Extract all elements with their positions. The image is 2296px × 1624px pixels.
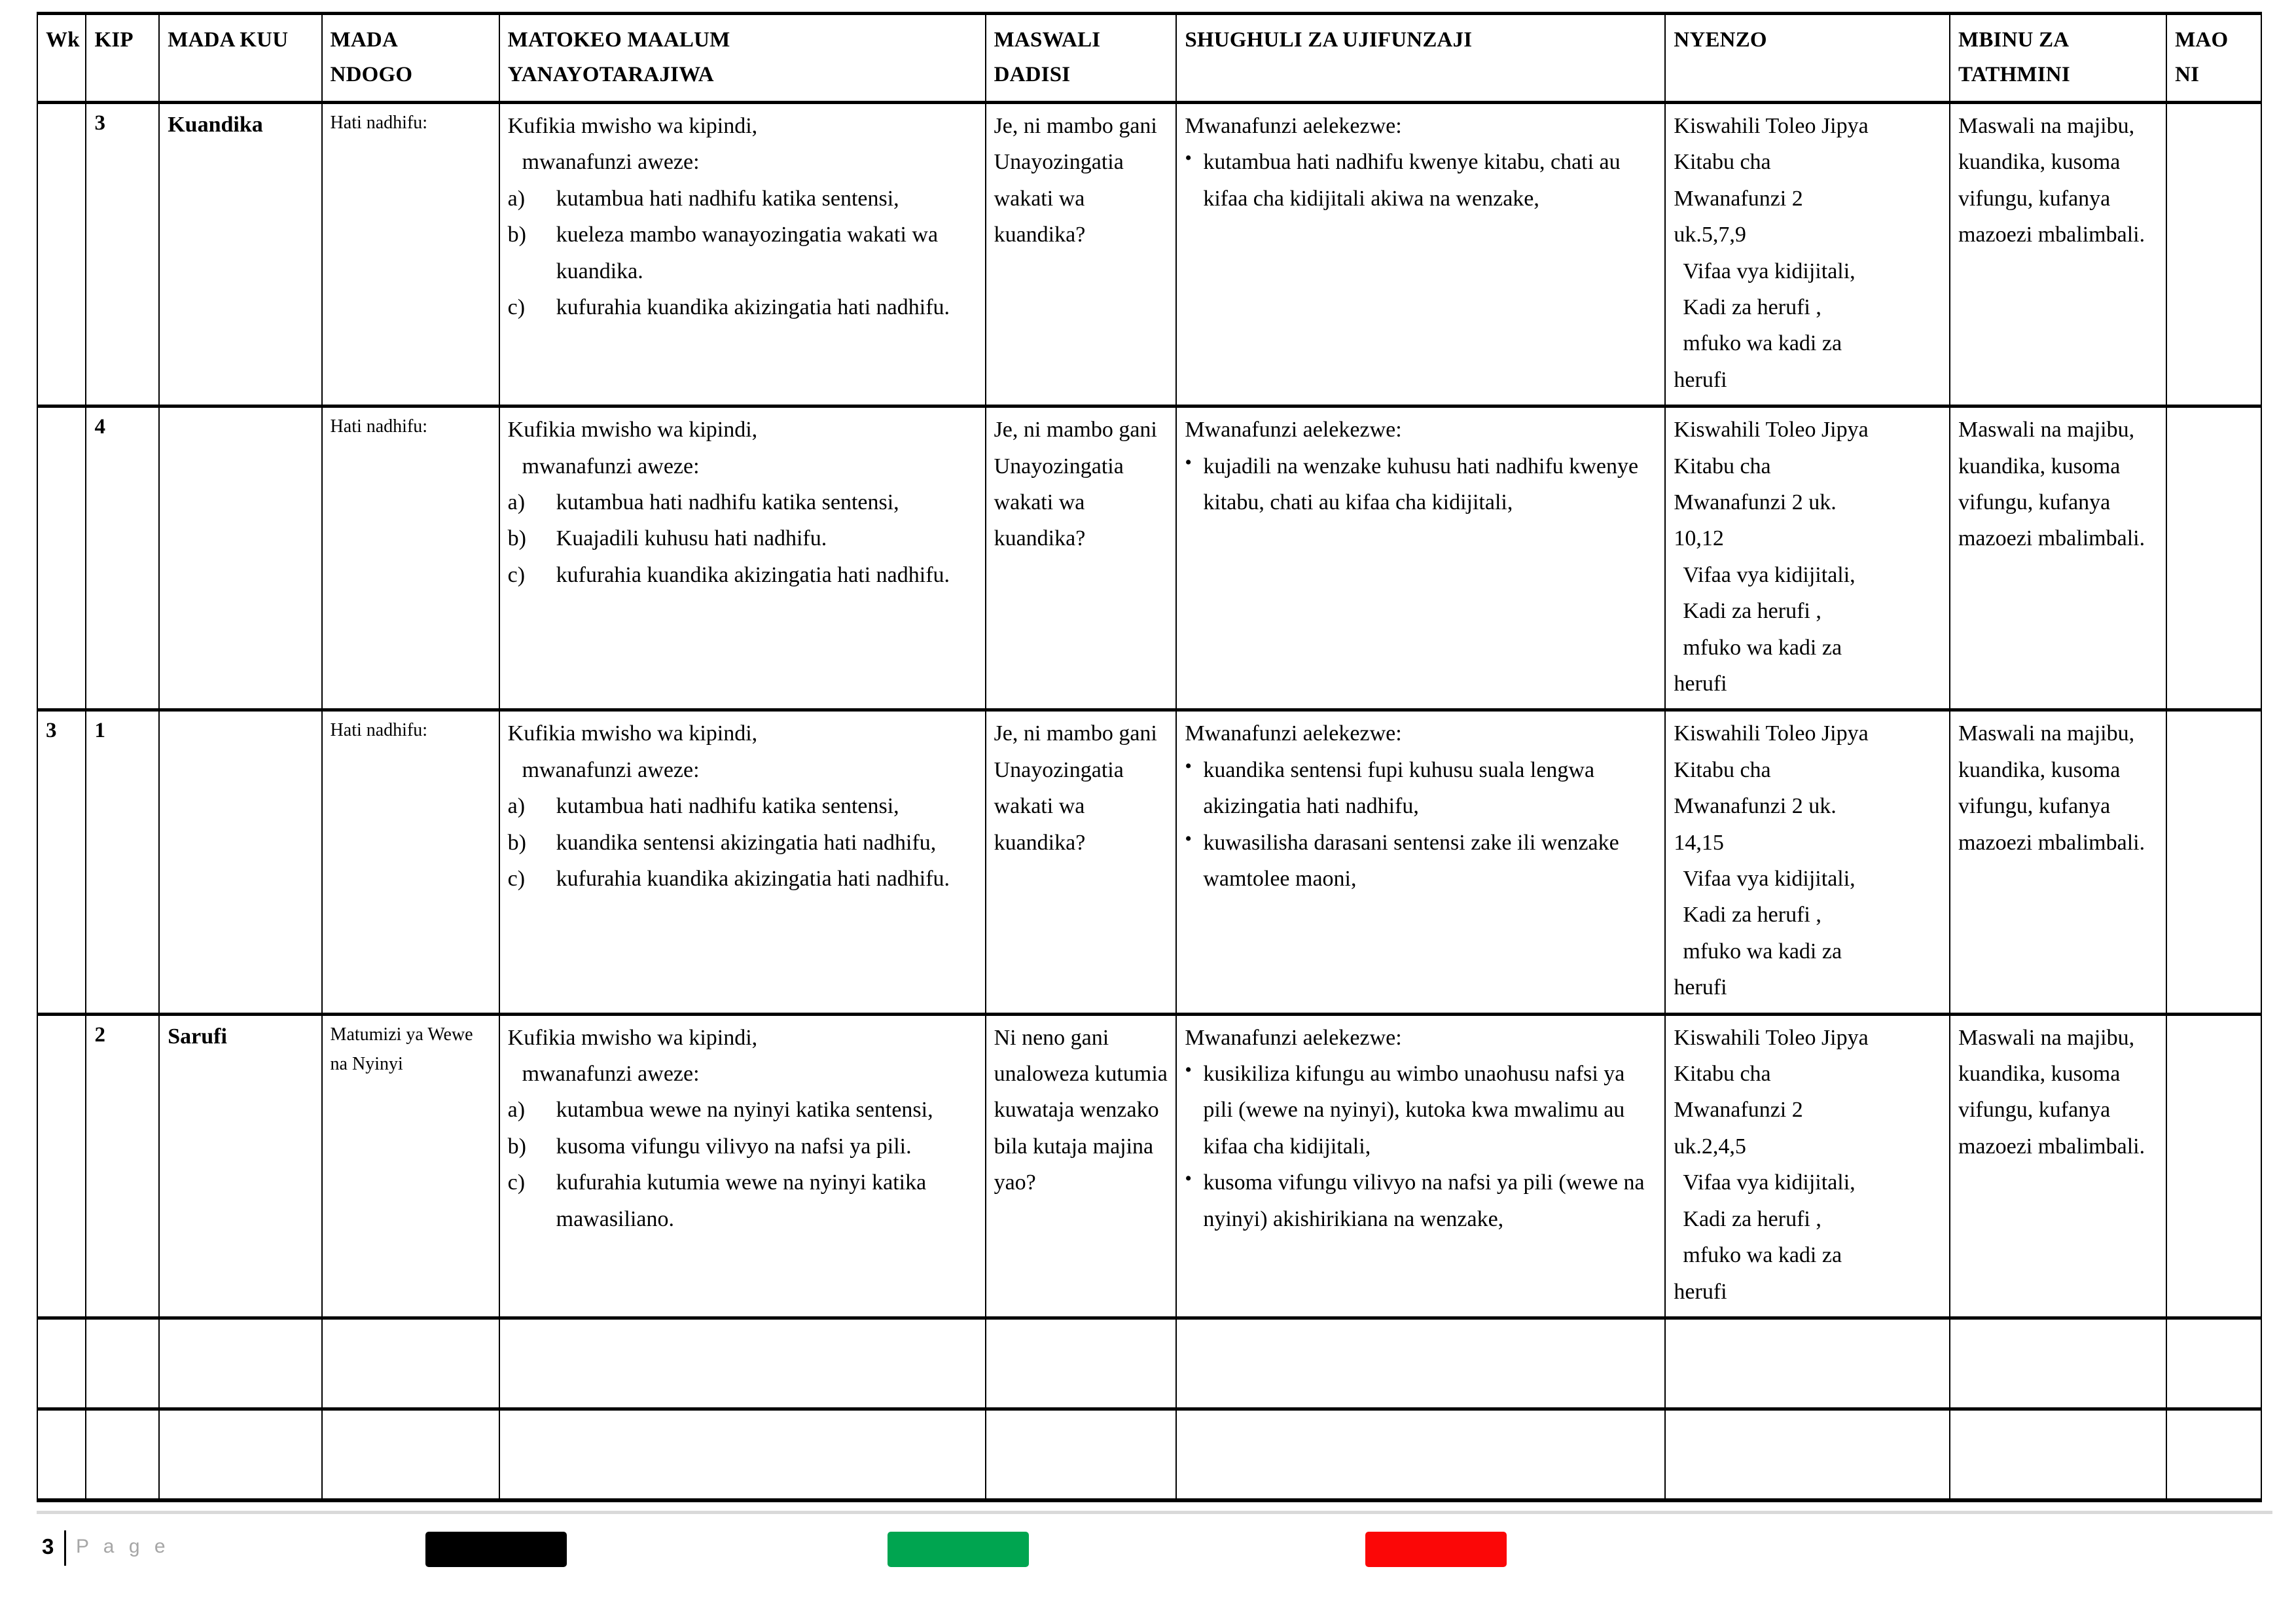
cell-maoni [2166, 102, 2261, 406]
outcome-marker: b) [507, 526, 526, 551]
cell-mbinu: Maswali na majibu, kuandika, kusoma vifungu, kufanya mazoezi mbalimbali. [1950, 1014, 2166, 1318]
green-swatch [888, 1532, 1029, 1567]
cell-wk [37, 102, 86, 406]
resource-line: herufi [1674, 1279, 1727, 1304]
resource-line: Kitabu cha [1674, 150, 1771, 175]
column-header-mada-kuu: MADA KUU [159, 14, 321, 103]
outcome-list [508, 484, 978, 593]
resource-line: Vifaa vya kidijitali, [1683, 867, 1856, 892]
activity-intro: Mwanafunzi aelekezwe: [1185, 418, 1402, 442]
cell-nyenzo [1665, 710, 1950, 1014]
resource-line: Kitabu cha [1674, 454, 1771, 478]
cell-empty [499, 1318, 986, 1409]
outcome-item: a) kutambua wewe na nyinyi katika sentensi, [508, 1092, 978, 1128]
column-header-shughuli: SHUGHULI ZA UJIFUNZAJI [1176, 14, 1665, 103]
red-swatch [1365, 1532, 1507, 1567]
column-header-mbinu: MBINU ZA TATHMINI [1950, 14, 2166, 103]
cell-empty [1176, 1409, 1665, 1500]
cell-mbinu: Maswali na majibu, kuandika, kusoma vifungu, kufanya mazoezi mbalimbali. [1950, 406, 2166, 710]
outcome-marker: a) [507, 794, 526, 819]
resource-line: uk.5,7,9 [1674, 223, 1746, 247]
bullet-icon: • [1185, 755, 1192, 777]
cell-matokeo [499, 406, 986, 710]
cell-wk: 3 [37, 710, 86, 1014]
cell-kip: 2 [86, 1014, 159, 1318]
cell-mada-ndogo: Hati nadhifu: [322, 102, 499, 406]
outcome-marker: c) [507, 867, 526, 892]
cell-mada-kuu: Sarufi [159, 1014, 321, 1318]
cell-mada-kuu [159, 710, 321, 1014]
resource-line: Vifaa vya kidijitali, [1683, 1170, 1856, 1195]
resource-line: 10,12 [1674, 526, 1724, 551]
outcome-item: c) kufurahia kutumia wewe na nyinyi katika mawasiliano. [508, 1164, 978, 1237]
bullet-icon: • [1185, 147, 1192, 170]
resource-line: Kiswahili Toleo Jipya [1674, 721, 1869, 746]
resource-line: Kitabu cha [1674, 757, 1771, 782]
resource-line: Kiswahili Toleo Jipya [1674, 113, 1869, 138]
cell-mada-ndogo: Matumizi ya Wewe na Nyinyi [322, 1014, 499, 1318]
activity-item: • kutambua hati nadhifu kwenye kitabu, chati au kifaa cha kidijitali akiwa na wenzake, [1185, 144, 1658, 217]
resource-line: Kitabu cha [1674, 1062, 1771, 1087]
outcome-marker: a) [507, 186, 526, 211]
cell-maswali: Je, ni mambo gani Unayozingatia wakati wa kuandika? [986, 406, 1177, 710]
cell-empty [2166, 1409, 2261, 1500]
cell-shughuli [1176, 1014, 1665, 1318]
outcome-item: a) kutambua hati nadhifu katika sentensi, [508, 484, 978, 520]
outcome-list [508, 788, 978, 897]
resource-line: Vifaa vya kidijitali, [1683, 259, 1856, 283]
outcome-item: c) kufurahia kuandika akizingatia hati nadhifu. [508, 861, 978, 897]
activity-item: • kujadili na wenzake kuhusu hati nadhifu kwenye kitabu, chati au kifaa cha kidijitali, [1185, 448, 1658, 521]
cell-nyenzo [1665, 102, 1950, 406]
outcome-marker: a) [507, 1098, 526, 1123]
activity-list [1185, 448, 1658, 521]
resource-line: Mwanafunzi 2 uk. [1674, 490, 1837, 514]
table-row-empty [37, 1409, 2261, 1500]
cell-empty [322, 1318, 499, 1409]
activity-list [1185, 144, 1658, 217]
cell-shughuli [1176, 406, 1665, 710]
cell-nyenzo [1665, 406, 1950, 710]
outcome-list [508, 1092, 978, 1237]
bullet-icon: • [1185, 827, 1192, 850]
cell-kip: 1 [86, 710, 159, 1014]
cell-maoni [2166, 1014, 2261, 1318]
column-header-kip: KIP [86, 14, 159, 103]
bullet-icon: • [1185, 1168, 1192, 1190]
resource-line: uk.2,4,5 [1674, 1134, 1746, 1159]
cell-empty [159, 1318, 321, 1409]
resource-line: mfuko wa kadi za [1683, 1243, 1842, 1268]
cell-empty [499, 1409, 986, 1500]
resource-line: mfuko wa kadi za [1683, 331, 1842, 356]
resource-line: Mwanafunzi 2 [1674, 1098, 1803, 1123]
bullet-icon: • [1185, 1059, 1192, 1081]
cell-mada-kuu [159, 406, 321, 710]
resource-line: Mwanafunzi 2 uk. [1674, 794, 1837, 819]
cell-empty [1950, 1409, 2166, 1500]
outcome-item: a) kutambua hati nadhifu katika sentensi, [508, 788, 978, 824]
column-header-nyenzo: NYENZO [1665, 14, 1950, 103]
cell-matokeo [499, 710, 986, 1014]
outcome-intro: Kufikia mwisho wa kipindi, mwanafunzi aweze: [507, 1025, 758, 1087]
cell-empty [159, 1409, 321, 1500]
black-swatch [425, 1532, 567, 1567]
cell-empty [86, 1409, 159, 1500]
table-row [37, 710, 2261, 1014]
resource-line: Kiswahili Toleo Jipya [1674, 418, 1869, 442]
cell-empty [1665, 1409, 1950, 1500]
cell-shughuli [1176, 710, 1665, 1014]
column-header-maswali: MASWALI DADISI [986, 14, 1177, 103]
cell-mbinu: Maswali na majibu, kuandika, kusoma vifungu, kufanya mazoezi mbalimbali. [1950, 102, 2166, 406]
resource-line: herufi [1674, 975, 1727, 1000]
bullet-icon: • [1185, 451, 1192, 473]
cell-empty [86, 1318, 159, 1409]
outcome-intro: Kufikia mwisho wa kipindi, mwanafunzi aweze: [507, 113, 758, 175]
table-row-empty [37, 1318, 2261, 1409]
resource-line: herufi [1674, 367, 1727, 392]
outcome-marker: b) [507, 223, 526, 247]
cell-empty [986, 1318, 1177, 1409]
resource-line: Kadi za herufi , [1683, 599, 1821, 624]
page-label: P a g e [76, 1536, 170, 1557]
outcome-marker: c) [507, 1170, 526, 1195]
cell-maswali: Ni neno gani unaloweza kutumia kuwataja wenzako bila kutaja majina yao? [986, 1014, 1177, 1318]
cell-kip: 4 [86, 406, 159, 710]
table-body [37, 102, 2261, 1500]
activity-intro: Mwanafunzi aelekezwe: [1185, 721, 1402, 746]
resource-line: Kadi za herufi , [1683, 295, 1821, 319]
cell-empty [322, 1409, 499, 1500]
cell-mada-ndogo: Hati nadhifu: [322, 406, 499, 710]
resource-line: 14,15 [1674, 830, 1724, 855]
activity-intro: Mwanafunzi aelekezwe: [1185, 113, 1402, 138]
cell-mada-ndogo: Hati nadhifu: [322, 710, 499, 1014]
activity-intro: Mwanafunzi aelekezwe: [1185, 1025, 1402, 1050]
resource-line: mfuko wa kadi za [1683, 939, 1842, 964]
activity-list [1185, 752, 1658, 897]
activity-item: • kusoma vifungu vilivyo na nafsi ya pili (wewe na nyinyi) akishirikiana na wenzake, [1185, 1164, 1658, 1237]
cell-empty [37, 1318, 86, 1409]
column-header-matokeo: MATOKEO MAALUM YANAYOTARAJIWA [499, 14, 986, 103]
outcome-marker: c) [507, 295, 526, 319]
cell-kip: 3 [86, 102, 159, 406]
page-number: 3 [42, 1534, 55, 1559]
cell-empty [1950, 1318, 2166, 1409]
cell-maoni [2166, 406, 2261, 710]
cell-maswali: Je, ni mambo gani Unayozingatia wakati wa kuandika? [986, 710, 1177, 1014]
table-row [37, 406, 2261, 710]
resource-line: mfuko wa kadi za [1683, 635, 1842, 660]
cell-empty [2166, 1318, 2261, 1409]
outcome-marker: b) [507, 830, 526, 855]
outcome-item: b) kusoma vifungu vilivyo na nafsi ya pili. [508, 1128, 978, 1164]
outcome-marker: b) [507, 1134, 526, 1159]
outcome-intro: Kufikia mwisho wa kipindi, mwanafunzi aweze: [507, 418, 758, 478]
table-row [37, 102, 2261, 406]
outcome-marker: c) [507, 562, 526, 587]
cell-nyenzo [1665, 1014, 1950, 1318]
column-header-maoni: MAO NI [2166, 14, 2261, 103]
activity-item: • kuandika sentensi fupi kuhusu suala lengwa akizingatia hati nadhifu, [1185, 752, 1658, 825]
outcome-list [508, 181, 978, 326]
cell-wk [37, 1014, 86, 1318]
resource-line: Kadi za herufi , [1683, 903, 1821, 928]
column-header-mada-ndogo: MADA NDOGO [322, 14, 499, 103]
table-row [37, 1014, 2261, 1318]
resource-line: herufi [1674, 672, 1727, 696]
cell-maswali: Je, ni mambo gani Unayozingatia wakati wa kuandika? [986, 102, 1177, 406]
cell-matokeo [499, 1014, 986, 1318]
page-number-separator [64, 1530, 66, 1566]
activity-list [1185, 1056, 1658, 1237]
cell-shughuli [1176, 102, 1665, 406]
page-footer [37, 1511, 2272, 1609]
cell-mbinu: Maswali na majibu, kuandika, kusoma vifungu, kufanya mazoezi mbalimbali. [1950, 710, 2166, 1014]
outcome-item: b) kuandika sentensi akizingatia hati nadhifu, [508, 825, 978, 861]
cell-empty [1665, 1318, 1950, 1409]
cell-empty [37, 1409, 86, 1500]
outcome-item: c) kufurahia kuandika akizingatia hati nadhifu. [508, 289, 978, 325]
outcome-intro: Kufikia mwisho wa kipindi, mwanafunzi aweze: [507, 721, 758, 782]
resource-line: Kadi za herufi , [1683, 1206, 1821, 1231]
cell-mada-kuu: Kuandika [159, 102, 321, 406]
cell-matokeo [499, 102, 986, 406]
outcome-item: b) kueleza mambo wanayozingatia wakati wa kuandika. [508, 217, 978, 289]
activity-item: • kuwasilisha darasani sentensi zake ili wenzake wamtolee maoni, [1185, 825, 1658, 897]
outcome-marker: a) [507, 490, 526, 514]
resource-line: Vifaa vya kidijitali, [1683, 562, 1856, 587]
outcome-item: a) kutambua hati nadhifu katika sentensi, [508, 181, 978, 217]
resource-line: Kiswahili Toleo Jipya [1674, 1025, 1869, 1050]
scheme-of-work-table [37, 12, 2262, 1502]
cell-empty [1176, 1318, 1665, 1409]
cell-maoni [2166, 710, 2261, 1014]
column-header-wk: Wk [37, 14, 86, 103]
outcome-item: b) Kuajadili kuhusu hati nadhifu. [508, 520, 978, 556]
cell-empty [986, 1409, 1177, 1500]
activity-item: • kusikiliza kifungu au wimbo unaohusu nafsi ya pili (wewe na nyinyi), kutoka kwa mwalimu au kifaa cha kidijitali, [1185, 1056, 1658, 1164]
cell-wk [37, 406, 86, 710]
resource-line: Mwanafunzi 2 [1674, 186, 1803, 211]
table-header-row [37, 14, 2261, 103]
outcome-item: c) kufurahia kuandika akizingatia hati nadhifu. [508, 557, 978, 593]
footer-divider [37, 1511, 2272, 1514]
